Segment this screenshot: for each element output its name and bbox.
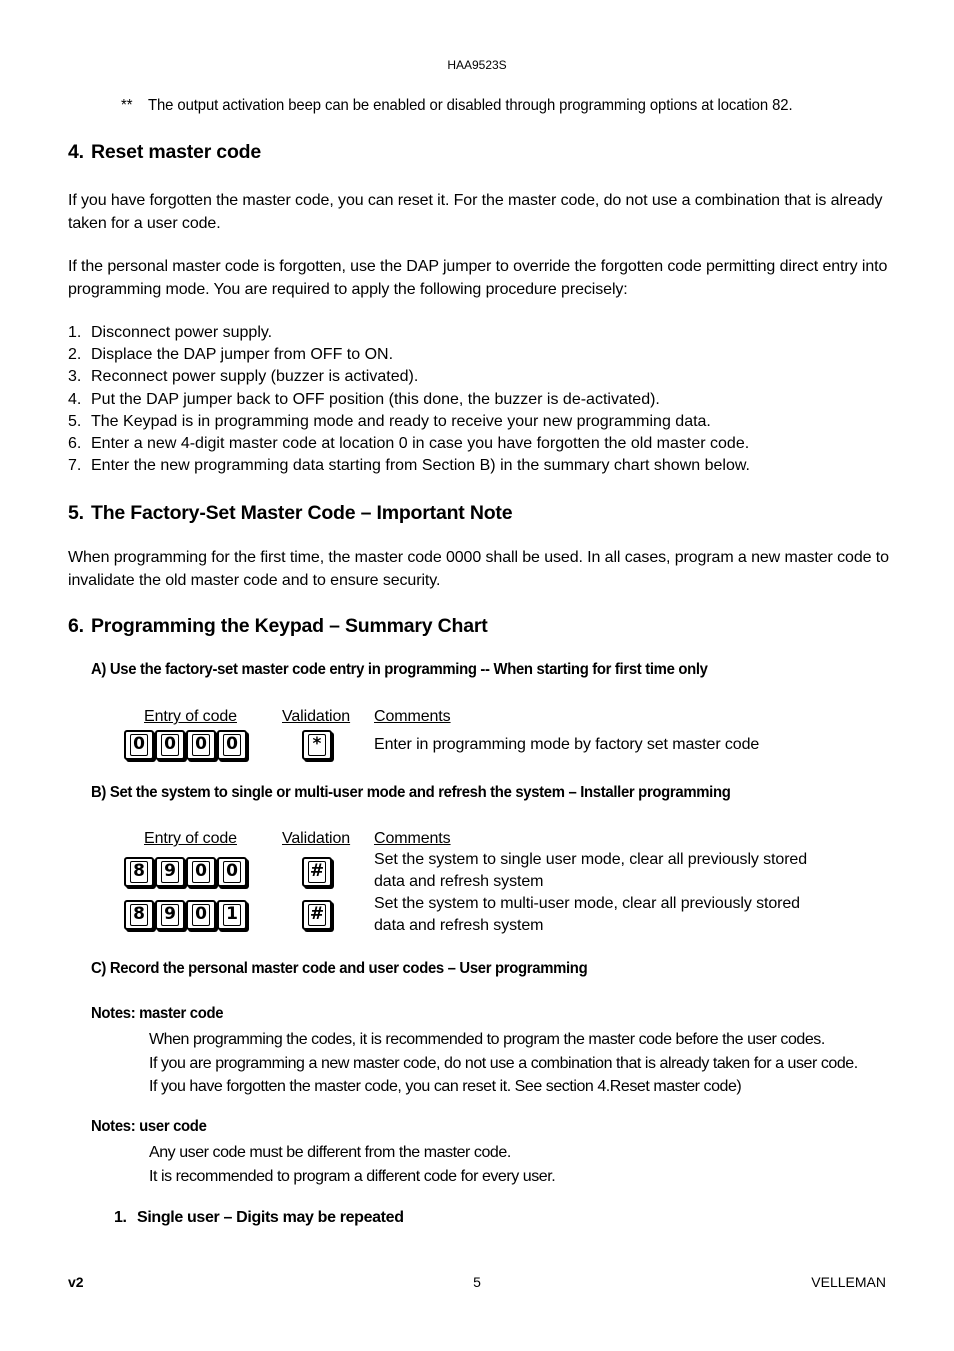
reset-steps-list <box>68 322 750 477</box>
section6-title: Programming the Keypad – Summary Chart <box>91 615 488 637</box>
validation-key-hash <box>302 857 332 887</box>
list-item: Any user code must be different from the master code. <box>149 1144 511 1161</box>
list-item: 7. Enter the new programming data starting from Section B) in the summary chart shown below. <box>68 457 750 475</box>
chart-c-title: C) Record the personal master code and user codes – User programming <box>91 960 588 977</box>
keypad-key: * <box>302 730 332 760</box>
keypad-key: 9 <box>155 857 185 887</box>
chart-a-col-entry: Entry of code <box>144 708 237 725</box>
keypad-key: 0 <box>186 900 216 930</box>
section5-title: The Factory-Set Master Code – Important Note <box>91 502 513 524</box>
validation-key-hash <box>302 900 332 930</box>
chart-a-comment: Enter in programming mode by factory set master code <box>374 736 760 753</box>
subsection-1-number: 1. <box>114 1209 127 1226</box>
list-item: If you have forgotten the master code, you can reset it. See section 4.Reset master code) <box>149 1078 742 1095</box>
keypad-key: 0 <box>217 730 247 760</box>
list-item: When programming the codes, it is recommended to program the master code before the user codes. <box>149 1031 825 1048</box>
section4-number: 4. <box>68 141 84 163</box>
section4-title: Reset master code <box>91 141 262 163</box>
chart-a-col-validation: Validation <box>282 708 351 725</box>
list-item: 6. Enter a new 4-digit master code at location 0 in case you have forgotten the old master code. <box>68 435 750 453</box>
list-item: 4. Put the DAP jumper back to OFF position (this done, the buzzer is de-activated). <box>68 390 660 408</box>
keypad-key: 9 <box>155 900 185 930</box>
code-keys-8900 <box>124 857 247 887</box>
code-keys-0000 <box>124 730 247 760</box>
keypad-key: 1 <box>217 900 247 930</box>
validation-key-star <box>302 730 332 760</box>
keypad-key: # <box>302 900 332 930</box>
chart-b-col-validation: Validation <box>282 830 351 847</box>
chart-a-col-comments: Comments <box>374 708 451 725</box>
keypad-key: 0 <box>217 857 247 887</box>
keypad-key: 0 <box>155 730 185 760</box>
footer-page-number: 5 <box>473 1274 481 1290</box>
list-item: 1. Disconnect power supply. <box>68 324 273 341</box>
keypad-key: # <box>302 857 332 887</box>
code-keys-8901 <box>124 900 247 930</box>
section5-paragraph: When programming for the first time, the master code 0000 shall be used. In all cases, program a new master code to invalidate the old master code and to ensure security. <box>68 549 889 589</box>
footer-brand: VELLEMAN <box>811 1274 886 1290</box>
chart-b-col-comments: Comments <box>374 830 451 847</box>
chart-b-col-entry: Entry of code <box>144 830 237 847</box>
section4-paragraph-2: If the personal master code is forgotten, use the DAP jumper to override the forgotten code permitting direct entry into programming mode. You are required to apply the following procedure precisely: <box>68 258 888 298</box>
notes-user-list <box>149 1141 555 1188</box>
chart-b-title: B) Set the system to single or multi-user mode and refresh the system – Installer programming <box>91 784 731 801</box>
keypad-key: 0 <box>186 730 216 760</box>
section4-paragraph-1: If you have forgotten the master code, you can reset it. For the master code, do not use a combination that is already taken for a user code. <box>68 192 883 232</box>
list-item: If you are programming a new master code, do not use a combination that is already taken for a user code. <box>149 1054 858 1072</box>
footer-version: v2 <box>68 1274 84 1290</box>
list-item: 5. The Keypad is in programming mode and ready to receive your new programming data. <box>68 412 711 430</box>
chart-a-title: A) Use the factory-set master code entry in programming -- When starting for first time only <box>91 661 708 678</box>
keypad-key: 8 <box>124 900 154 930</box>
section5-number: 5. <box>68 502 84 524</box>
notes-user-title: Notes: user code <box>91 1118 207 1135</box>
footnote-marker: ** <box>121 97 133 114</box>
subsection-1-title: Single user – Digits may be repeated <box>137 1209 404 1226</box>
chart-b-comment-2: Set the system to multi-user mode, clear all previously stored data and refresh system <box>374 895 800 934</box>
keypad-key: 0 <box>186 857 216 887</box>
keypad-key: 0 <box>124 730 154 760</box>
list-item: It is recommended to program a different code for every user. <box>149 1167 556 1185</box>
section6-number: 6. <box>68 615 84 637</box>
chart-b-comment-1: Set the system to single user mode, clear all previously stored data and refresh system <box>374 851 808 890</box>
notes-master-list <box>149 1028 858 1099</box>
list-item: 2. Displace the DAP jumper from OFF to ON. <box>68 346 394 364</box>
keypad-key: 8 <box>124 857 154 887</box>
footnote-text: The output activation beep can be enabled or disabled through programming options at location 82. <box>148 97 793 114</box>
notes-master-title: Notes: master code <box>91 1005 224 1022</box>
header-model: HAA9523S <box>447 58 507 72</box>
list-item: 3. Reconnect power supply (buzzer is activated). <box>68 368 419 386</box>
